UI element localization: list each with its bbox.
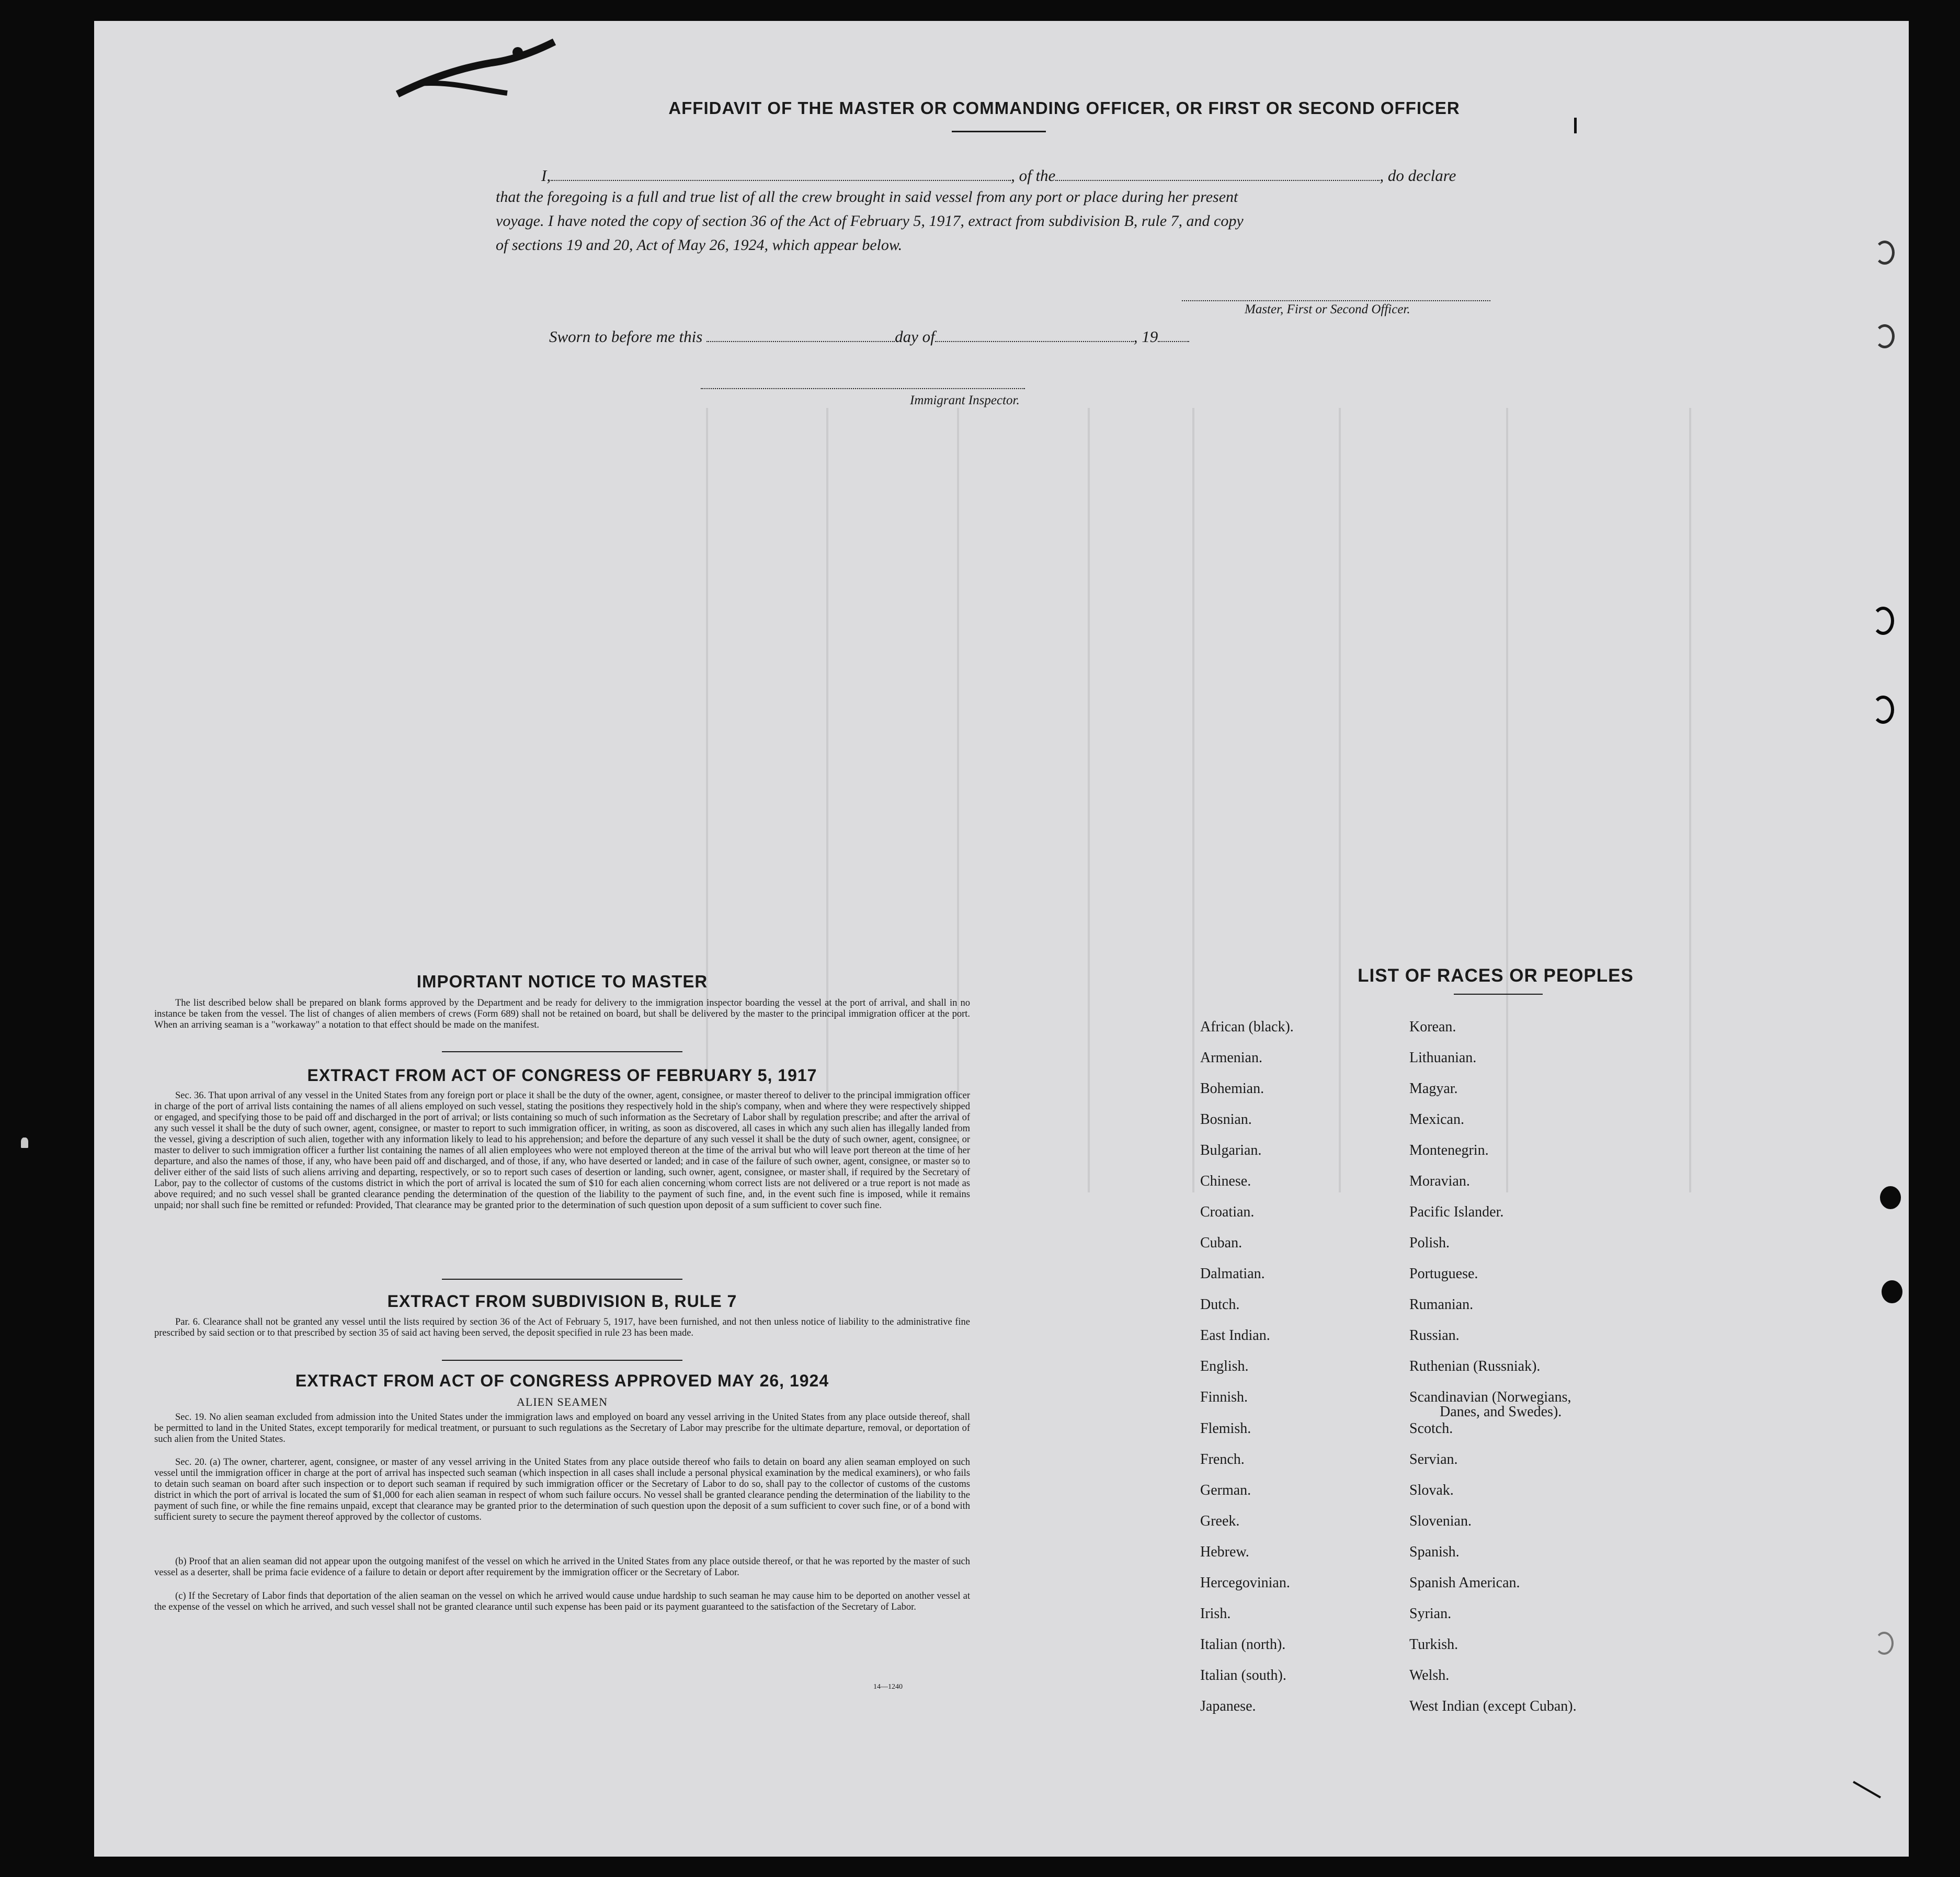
races-title-rule [1454,994,1543,995]
races-row [1200,1142,1577,1173]
extract-1924-sec20c: (c) If the Secretary of Labor finds that deportation of the alien seaman on the vessel on which he arrived would cause undue hardship to such seaman he may cause him to be deported on another vessel at the expense of the vessel on which he arrived, and such vessel shall not be granted clearance until such expense has been paid or its payment guaranteed to the satisfaction of the Secretary of Labor. [154,1591,970,1612]
race-right: Spanish. [1409,1544,1460,1560]
race-right: Polish. [1409,1235,1450,1251]
race-left: Greek. [1200,1513,1240,1529]
races-row [1200,1080,1577,1111]
extract-1924-sec20b: (b) Proof that an alien seaman did not appear upon the outgoing manifest of the vessel on which he arrived in the United States from any place outside thereof, or that he was reported by the master of such vessel as a deserter, shall be prima facie evidence of a failure to detain or deport after requirement by the immigration officer or the Secretary of Labor. [154,1556,970,1578]
ink-smudge [387,31,565,105]
extract-1924-subtitle: ALIEN SEAMEN [517,1395,608,1408]
punch-hole [1880,1186,1901,1209]
race-left: East Indian. [1200,1327,1270,1344]
races-row [1200,1698,1577,1729]
race-right: Pacific Islander. [1409,1204,1504,1220]
punch-hole [1872,607,1894,635]
officer-name-field[interactable] [551,162,1011,181]
races-row [1200,1358,1577,1389]
race-left: Bosnian. [1200,1111,1252,1128]
stray-mark [1574,118,1577,133]
affidavit-i: I, [541,166,551,185]
inspector-signature-field[interactable] [701,370,1025,389]
race-left: Bohemian. [1200,1080,1264,1097]
punch-hole [1872,696,1894,724]
race-right: Magyar. [1409,1080,1458,1097]
race-left: French. [1200,1451,1245,1468]
race-right-label: Scandinavian (Norwegians, [1409,1389,1571,1405]
race-left: Irish. [1200,1606,1231,1622]
races-row [1200,1266,1577,1296]
notice-body: The list described below shall be prepared on blank forms approved by the Department and be ready for delivery to the immigration inspector boarding the vessel at the port of arrival, and shall in no instance be taken from the vessel. The list of changes of alien members of crews (Form 689) shall not be retained on board, but shall be delivered by the master to the principal immigration officer at the port. When an arriving seaman is a "workaway" a notation to that effect should be made on the manifest. [154,998,970,1030]
races-row [1200,1575,1577,1606]
race-right [1409,1389,1577,1420]
race-right: West Indian (except Cuban). [1409,1698,1577,1714]
races-row [1200,1420,1577,1451]
races-row [1200,1606,1577,1636]
race-right: Servian. [1409,1451,1458,1468]
master-signature-label: Master, First or Second Officer. [1245,302,1410,316]
sworn-month-field[interactable] [935,323,1134,342]
race-left: Croatian. [1200,1204,1255,1220]
races-table [1200,1019,1577,1729]
left-margin-mark [21,1137,28,1148]
races-row [1200,1482,1577,1513]
races-row [1200,1019,1577,1050]
punch-hole [1882,1280,1902,1303]
race-left: German. [1200,1482,1251,1498]
race-left: Japanese. [1200,1698,1256,1714]
races-row [1200,1111,1577,1142]
race-right: Montenegrin. [1409,1142,1489,1158]
affidavit-line-1 [541,162,1613,185]
race-left: Flemish. [1200,1420,1251,1437]
race-right: Welsh. [1409,1667,1450,1683]
extract-rule7-body: Par. 6. Clearance shall not be granted any vessel until the lists required by section 36 of the Act of February 5, 1917, have been furnished, and not then unless notice of liability to the administrative fine prescribed by said section or to that prescribed by section 35 of said act having been served, the deposit specified in rule 23 has been made. [154,1317,970,1338]
races-title: LIST OF RACES OR PEOPLES [1358,965,1634,986]
extract-rule7-rule [442,1360,682,1361]
race-right: Ruthenian (Russniak). [1409,1358,1541,1374]
race-right: Slovak. [1409,1482,1454,1498]
sworn-prefix: Sworn to before me this [549,327,703,346]
race-left: Chinese. [1200,1173,1251,1189]
races-row [1200,1235,1577,1266]
races-row [1200,1544,1577,1575]
race-left: English. [1200,1358,1249,1374]
races-row [1200,1451,1577,1482]
affidavit-declare: , do declare [1380,166,1456,185]
race-left: Finnish. [1200,1389,1248,1405]
races-row [1200,1636,1577,1667]
races-row [1200,1327,1577,1358]
sworn-year: , 19 [1133,327,1158,346]
master-signature-field[interactable] [1182,282,1490,301]
sworn-day-of: day of [895,327,935,346]
races-row [1200,1667,1577,1698]
sworn-day-field[interactable] [706,323,895,342]
extract-1917-rule [442,1279,682,1280]
races-row [1200,1296,1577,1327]
races-row [1200,1173,1577,1204]
form-number: 14—1240 [873,1683,903,1691]
race-right: Scotch. [1409,1420,1453,1437]
extract-1924-sec20a: Sec. 20. (a) The owner, charterer, agent, consignee, or master of any vessel arriving in the United States from any place outside thereof who fails to detain on board any alien seaman employed on such vessel until the immigration officer in charge at the port of arrival has inspected such seaman (which inspection in all cases shall include a personal physical examination by the medical examiners), or who fails to detain such seaman on board after such inspection or to deport such seaman if required by such immigration officer or the Secretary of Labor to do so, shall pay to the collector of customs of the customs district in which the port of arrival is located the sum of $1,000 for each alien seaman in respect of whom such failure occurs. No vessel shall be granted clearance pending the determination of the liability to the payment of such fine, or while the fine remains unpaid, except that clearance may be granted prior to the determination of such question upon the deposit of a sum sufficient to cover such fine, or of a bond with sufficient surety to secure the payment thereof approved by the collector of customs. [154,1457,970,1522]
extract-1917-body: Sec. 36. That upon arrival of any vessel in the United States from any foreign port or place it shall be the duty of the owner, agent, consignee, or master thereof to deliver to the principal immigration officer in charge of the port of arrival lists containing the names of all aliens employed on such vessel, stating the positions they respectively hold in the ship's company, when and where they were respectively shipped or engaged, and specifying those to be paid off and discharged in the port of arrival; or lists containing so much of such information as the Secretary of Labor shall by regulation prescribe; and after the arrival of any such vessel it shall be the duty of such owner, agent, consignee, or master to report to such immigration officer, in writing, as soon as discovered, all cases in which any such alien has illegally landed from the vessel, giving a description of such alien, together with any information likely to lead to his apprehension; and before the departure of any such vessel it shall be the duty of such owner, agent, consignee, or master to deliver to such immigration officer a further list containing the names of all alien employees who were not employed thereon at the time of the arrival but who will leave port thereon at the time of her departure, and also the names of those, if any, who have been paid off and discharged, and of those, if any, who have deserted or landed; and in case of the failure of such owner, agent, consignee, or master so to deliver either of the said lists of such aliens arriving and departing, respectively, or so to report such cases of desertion or landing, such owner, agent, consignee, or master shall, if required by the Secretary of Labor, pay to the collector of customs of the customs district in which the port of arrival is located the sum of $10 for each alien concerning whom correct lists are not delivered or a true report is not made as above required; and no such vessel shall be granted clearance pending the determination of the question of the liability to the payment of such fine, and, in the event such fine is imposed, while it remains unpaid; nor shall such fine be remitted or refunded: Provided, That clearance may be granted prior to the determination of such question upon deposit of a sum sufficient to cover such fine. [154,1090,970,1211]
race-left: Dalmatian. [1200,1266,1265,1282]
race-right: Russian. [1409,1327,1460,1344]
extract-1917-title: EXTRACT FROM ACT OF CONGRESS OF FEBRUARY 5, 1917 [307,1066,817,1085]
race-right: Korean. [1409,1019,1456,1035]
affidavit-title: AFFIDAVIT OF THE MASTER OR COMMANDING OFFICER, OR FIRST OR SECOND OFFICER [668,98,1460,118]
races-row [1200,1389,1577,1420]
race-left: Italian (north). [1200,1636,1286,1653]
race-left: Italian (south). [1200,1667,1286,1683]
affidavit-line-4: of sections 19 and 20, Act of May 26, 1924, which appear below. [496,236,903,254]
races-row [1200,1050,1577,1080]
race-right: Syrian. [1409,1606,1452,1622]
sworn-year-field[interactable] [1158,323,1189,342]
bleed-through [94,21,1909,1857]
race-left: Cuban. [1200,1235,1243,1251]
races-row [1200,1204,1577,1235]
race-right: Turkish. [1409,1636,1458,1653]
race-left: Armenian. [1200,1050,1262,1066]
affidavit-line-2: that the foregoing is a full and true list of all the crew brought in said vessel from any port or place during her present [496,188,1238,206]
race-left: Hercegovinian. [1200,1575,1290,1591]
punch-hole [1875,241,1895,265]
sworn-line [549,323,1334,346]
races-row [1200,1513,1577,1544]
race-right: Spanish American. [1409,1575,1520,1591]
race-left: Hebrew. [1200,1544,1249,1560]
race-left: Bulgarian. [1200,1142,1262,1158]
race-left: Dutch. [1200,1296,1240,1313]
notice-rule [442,1051,682,1052]
extract-rule7-title: EXTRACT FROM SUBDIVISION B, RULE 7 [387,1292,737,1311]
race-right: Portuguese. [1409,1266,1478,1282]
form-page [94,21,1909,1857]
race-right: Moravian. [1409,1173,1470,1189]
affidavit-line-3: voyage. I have noted the copy of section 36 of the Act of February 5, 1917, extract from subdivision B, rule 7, and copy [496,212,1244,230]
race-right: Rumanian. [1409,1296,1474,1313]
extract-1924-title: EXTRACT FROM ACT OF CONGRESS APPROVED MAY 26, 1924 [295,1371,829,1390]
notice-title: IMPORTANT NOTICE TO MASTER [416,972,708,991]
punch-hole [1875,324,1895,348]
affidavit-title-rule [952,131,1046,132]
race-right: Lithuanian. [1409,1050,1477,1066]
race-right: Mexican. [1409,1111,1464,1128]
inspector-label: Immigrant Inspector. [910,393,1020,407]
race-right: Slovenian. [1409,1513,1472,1529]
punch-hole [1875,1632,1894,1655]
extract-1924-sec19: Sec. 19. No alien seaman excluded from admission into the United States under the immigration laws and employed on board any vessel arriving in the United States from any place outside thereof, shall be permitted to land in the United States, except temporarily for medical treatment, or pursuant to such regulations as the Secretary of Labor may prescribe for the ultimate departure, removal, or deportation of such alien from the United States. [154,1412,970,1444]
race-right-continued: Danes, and Swedes). [1440,1404,1562,1420]
affidavit-of-the: , of the [1011,166,1056,185]
vessel-name-field[interactable] [1055,162,1380,181]
race-left: African (black). [1200,1019,1294,1035]
